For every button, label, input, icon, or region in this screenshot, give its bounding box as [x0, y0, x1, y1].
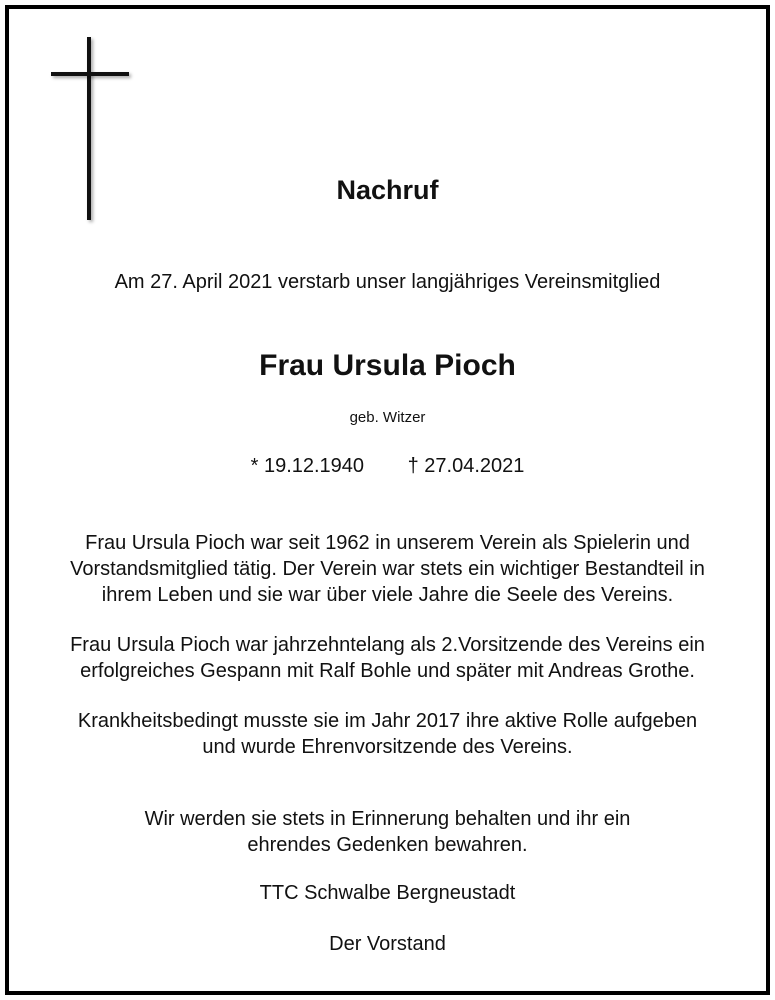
life-dates [9, 455, 766, 478]
birth-date: * 19.12.1940 [250, 455, 365, 477]
paragraph-line: ehrendes Gedenken bewahren. [247, 834, 528, 856]
paragraph-line: Krankheitsbedingt musste sie im Jahr 2017 ihre aktive Rolle aufgeben [77, 710, 698, 732]
paragraph-line: und wurde Ehrenvorsitzende des Vereins. [202, 736, 573, 758]
paragraph-line: erfolgreiches Gespann mit Ralf Bohle und später mit Andreas Grothe. [80, 660, 695, 682]
deceased-name: Frau Ursula Pioch [259, 349, 516, 382]
cross-horizontal-bar [51, 72, 129, 76]
paragraph-line: Wir werden sie stets in Erinnerung behalten und ihr ein [144, 808, 631, 830]
intro-text: Am 27. April 2021 verstarb unser langjähriges Vereinsmitglied [114, 271, 661, 293]
club-name: TTC Schwalbe Bergneustadt [259, 882, 516, 904]
paragraph-chairwoman [9, 632, 766, 684]
paragraph-membership [9, 530, 766, 608]
closing-remembrance [9, 806, 766, 858]
obituary-notice [5, 5, 770, 995]
paragraph-line: ihrem Leben und sie war über viele Jahre die Seele des Vereins. [101, 584, 674, 606]
notice-title: Nachruf [336, 175, 439, 205]
death-date: † 27.04.2021 [407, 455, 525, 477]
maiden-name: geb. Witzer [349, 409, 426, 426]
paragraph-line: Vorstandsmitglied tätig. Der Verein war stets ein wichtiger Bestandteil in [70, 558, 705, 580]
paragraph-line: Frau Ursula Pioch war seit 1962 in unserem Verein als Spielerin und [85, 532, 690, 554]
paragraph-honorary [9, 708, 766, 760]
paragraph-line: Frau Ursula Pioch war jahrzehntelang als 2.Vorsitzende des Vereins ein [70, 634, 705, 656]
signature: Der Vorstand [329, 933, 446, 955]
